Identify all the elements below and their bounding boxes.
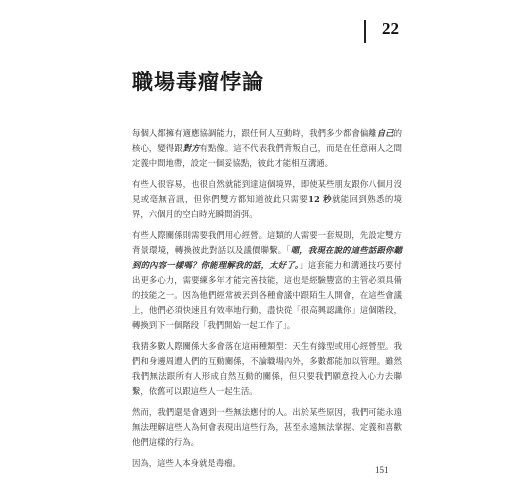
text-run: 有點像。這不代表我們背叛自己，而是在任意兩人之間定義中間地帶，設定一個妥協點，彼此才能相互溝通。 xyxy=(132,143,403,168)
emphasis-text: 12 秒 xyxy=(308,194,332,204)
paragraph xyxy=(132,339,402,399)
paragraph xyxy=(132,126,402,171)
chapter-title: 職場毒瘤悖論 xyxy=(132,70,264,94)
chapter-number: 22 xyxy=(382,19,399,38)
page-number: 151 xyxy=(375,465,389,475)
paragraph xyxy=(132,177,402,222)
text-run: 我猜多數人際關係大多會落在這兩種類型：天生有緣型或用心經營型。我們和身邊周遭人們的互動關係，不論職場內外，多數都能加以管理。雖然我們無法跟所有人形成自然互動的關係，但只要我們願意投入心力去聯繫，依舊可以跟這些人一起生活。 xyxy=(132,341,402,396)
text-run: 然而，我們還是會遇到一些無法應付的人。出於某些原因，我們可能永遠無法理解這些人為何會表現出這些行為，甚至永遠無法掌握、定義和喜歡他們這樣的行為。 xyxy=(132,407,402,447)
emphasis-text: 嗯，我現在說的這些話跟你聽到的內容一樣嗎？你能理解我的話，太好了。 xyxy=(132,245,403,270)
emphasis-text: 自己 xyxy=(376,128,394,138)
paragraph xyxy=(132,456,402,471)
paragraph xyxy=(132,405,402,450)
text-run: 的核心，變得跟 xyxy=(132,128,403,153)
paragraph xyxy=(132,228,402,333)
text-run: 」這套能力和溝通技巧要付出更多心力，需要練多年才能完善技能，這也是經驗豐富的主管必須具備的技能之一。因為他們經常被丟到各種會議中跟陌生人開會，在這些會議上，他們必須快速且有效率地行動，盡快從「很高興認識你」這個階段，轉換到下一個階段「我們開始一起工作了」。 xyxy=(132,260,402,330)
emphasis-text: 對方 xyxy=(182,143,200,153)
text-run: 有些人際關係則需要我們用心經營。這類的人需要一套規則，先設定雙方背景環境，轉換彼此對話以及議價聯繫。「 xyxy=(132,230,402,255)
body-text xyxy=(132,126,402,477)
text-run: 就能回到熟悉的境界，六個月的空白時光瞬間消弭。 xyxy=(132,194,402,219)
header-divider xyxy=(364,20,366,43)
text-run: 因為，這些人本身就是毒瘤。 xyxy=(132,458,241,468)
text-run: 每個人都擁有適應協調能力，跟任何人互動時，我們多少都會偏離 xyxy=(132,128,377,138)
text-run: 有些人很容易，也很自然就能到達這個境界，即使某些朋友跟你八個月沒見或毫無音訊，但你們雙方都知道彼此只需要 xyxy=(132,179,402,204)
